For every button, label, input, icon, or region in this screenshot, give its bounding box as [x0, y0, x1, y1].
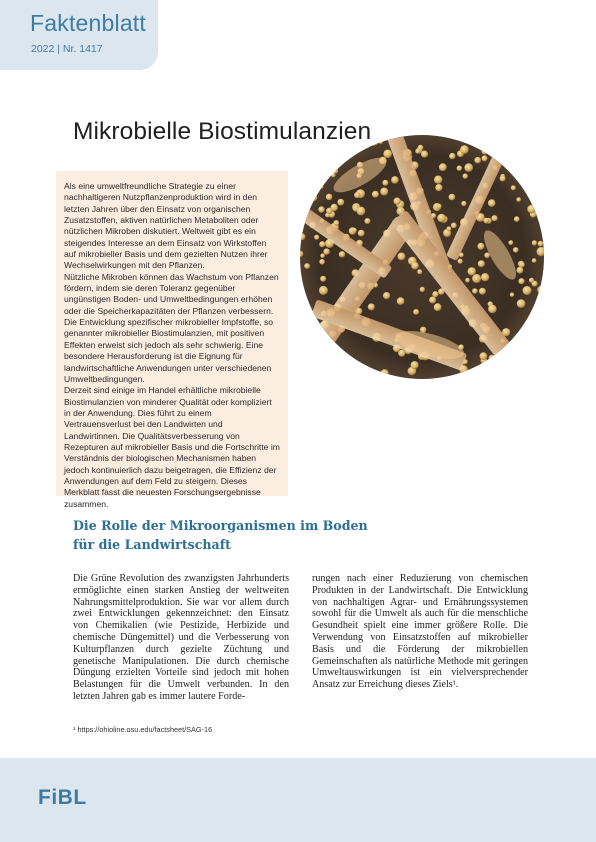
fibl-logo: FiBL [38, 786, 87, 809]
body-column-1 [73, 573, 289, 703]
intro-box [56, 171, 288, 509]
issue-number: 2022 | Nr. 1417 [31, 43, 103, 55]
footnote: ¹ https://ohioline.osu.edu/factsheet/SAG-16 [73, 725, 213, 734]
intro-paragraph-1: Als eine umweltfreundliche Strategie zu einer nachhaltigeren Nutzpflanzenproduktion wird in den letzten Jahren über den Einsatz von organischen Zusatzstoffen, aktiven natürlichen Metaboliten oder nützlichen Mikroben diskutiert. Weltweit gibt es ein steigendes Interesse an dem Einsatz von Wirkstoffen auf mikrobieller Basis und dem gezielten Nutzen ihrer Wechselwirkungen mit den Pflanzen. [64, 181, 268, 271]
header-tab [0, 0, 158, 70]
intro-paragraph-3: Derzeit sind einige im Handel erhältliche mikrobielle Biostimulanzien von minderer Qualität oder kompliziert in der Anwendung. Dies führt zu einem Vertrauensverlust bei den Landwirten und Landwirtinnen. Die Qualitätsverbesserung von Rezepturen auf mikrobieller Basis und die Fortschritte im Verständnis der biologischen Mechanismen haben jedoch kontinuierlich dazu beigetragen, die Effizienz der Anwendungen auf dem Feld zu steigern. Dieses Merkblatt fasst die neuesten Forschungsergebnisse zusammen. [64, 385, 280, 509]
body-text-1: Die Grüne Revolution des zwanzigsten Jahrhunderts ermöglichte einen starken Anstieg der weltweiten Nahrungsmittelproduktion. Sie war vor allem durch zwei Entwicklungen gekennzeichnet: den Einsatz von Chemikalien (wie Pestizide, Herbizide und chemische Düngemittel) und die Verbesserung von Kulturpflanzen durch gezielte Züchtung und genetische Manipulationen. Die durch chemische Düngung erzielten Vorteile sind jedoch mit hohen Belastungen für die Umwelt verbunden. In den letzten Jahren gab es immer lautere Forde- [73, 573, 289, 702]
document-type-title: Faktenblatt [30, 10, 146, 36]
section-heading-line-2: für die Landwirtschaft [73, 536, 231, 552]
body-column-2 [312, 573, 528, 691]
microscope-photo-icon [300, 135, 544, 379]
footer-band [0, 758, 596, 842]
body-text-2: rungen nach einer Reduzierung von chemischen Produkten in der Landwirtschaft. Die Entwicklung von nachhaltigen Agrar- und Ernährungssystemen sowohl für die Umwelt als auch für die menschliche Gesundheit spielt eine immer größere Rolle. Die Verwendung von Einsatzstoffen auf mikrobieller Basis und die Förderung der mikrobiellen Gemeinschaften als natürliche Methode mit geringen Umweltauswirkungen ist ein vielversprechender Ansatz zur Erreichung dieses Ziels¹. [312, 573, 528, 691]
intro-paragraph-2: Nützliche Mikroben können das Wachstum von Pflanzen fördern, indem sie deren Toleranz gegenüber ungünstigen Boden- und Umweltbedingungen erhöhen oder die Speicherkapazitäten der Pflanzen verbessern. Die Entwicklung spezifischer mikrobieller Impfstoffe, so genannter mikrobieller Biostimulanzien, mit positiven Effekten erweist sich jedoch als sehr schwierig. Eine besondere Herausforderung ist die Eignung für landwirtschaftliche Anwendungen unter verschiedenen Umweltbedingungen. [64, 271, 279, 384]
page-title: Mikrobielle Biostimulanzien [73, 118, 372, 145]
section-heading [73, 517, 403, 554]
section-heading-line-1: Die Rolle der Mikroorganismen im Boden [73, 518, 368, 533]
